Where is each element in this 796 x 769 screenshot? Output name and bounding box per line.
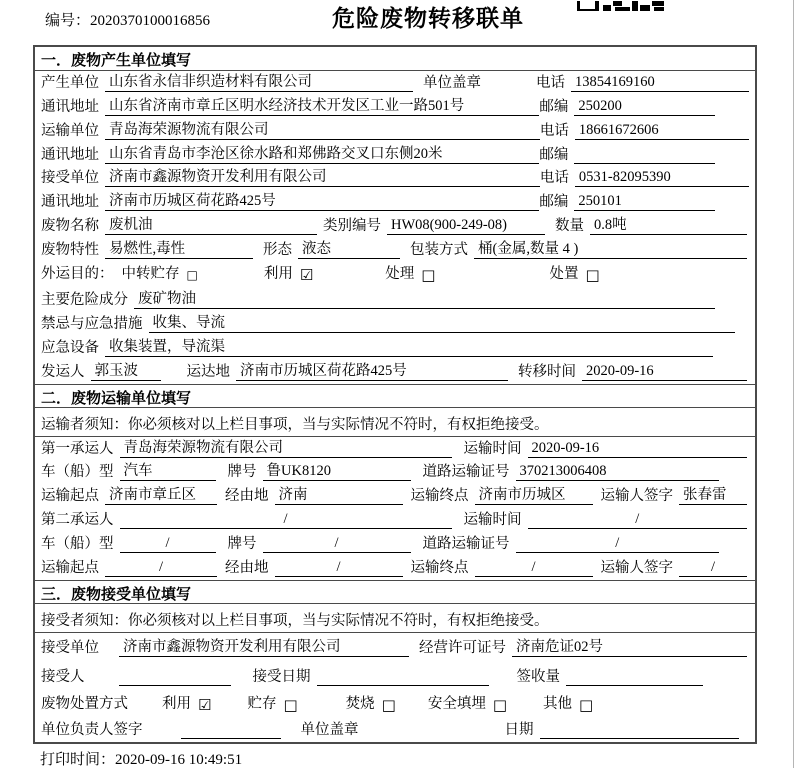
road-permit2-field: / bbox=[516, 535, 720, 553]
waste-name-field: 废机油 bbox=[105, 213, 317, 235]
disposal-option-incinerate bbox=[346, 692, 396, 713]
hazard-component-label: 主要危险成分 bbox=[41, 292, 128, 309]
form-row-receiver-unit bbox=[35, 167, 755, 191]
checkbox-unchecked-icon: □ bbox=[283, 696, 298, 715]
checkbox-label: 利用 bbox=[162, 696, 191, 713]
vehicle-type2-field: / bbox=[120, 535, 216, 553]
plate-number-label: 牌号 bbox=[227, 464, 257, 481]
transporter2-sign-label: 运输人签字 bbox=[600, 560, 673, 577]
checkbox-unchecked-icon: □ bbox=[579, 696, 594, 715]
accept-person-field bbox=[119, 668, 231, 686]
receiver-zip-label: 邮编 bbox=[539, 194, 569, 211]
road-permit-label: 道路运输证号 bbox=[422, 464, 510, 481]
producer-unit-field: 山东省永信非织造材料有限公司 bbox=[105, 70, 413, 92]
received-amount-field bbox=[566, 668, 703, 686]
form-row-consignor bbox=[35, 360, 755, 384]
checkbox-unchecked-icon: □ bbox=[381, 696, 396, 715]
checkbox-label: 贮存 bbox=[247, 696, 277, 713]
receiver-phone-field: 0531-82095390 bbox=[575, 169, 749, 187]
unit-seal2-label: 单位盖章 bbox=[300, 721, 359, 738]
form-row-route-2 bbox=[35, 556, 755, 580]
checkbox-unchecked-icon: □ bbox=[421, 266, 436, 285]
form-row-vehicle-type-2 bbox=[35, 532, 755, 556]
second-carrier-label: 第二承运人 bbox=[41, 512, 114, 529]
form-row-second-carrier bbox=[35, 508, 755, 532]
checkbox-label: 其他 bbox=[543, 696, 573, 713]
transport-address-label: 通讯地址 bbox=[41, 146, 99, 163]
receiver-unit-field: 济南市鑫源物资开发利用有限公司 bbox=[105, 165, 540, 187]
document-number-value: 2020370100016856 bbox=[90, 13, 211, 29]
receiver-unit-label: 接受单位 bbox=[41, 170, 99, 187]
form-row-producer-address bbox=[35, 95, 755, 119]
print-time-label: 打印时间： bbox=[40, 752, 116, 768]
second-carrier-field: / bbox=[120, 511, 452, 529]
form-row-waste-property bbox=[35, 238, 755, 262]
packing-method-label: 包装方式 bbox=[410, 242, 468, 259]
route2-end-field: / bbox=[475, 559, 593, 577]
plate-number2-field: / bbox=[263, 535, 411, 553]
route-origin-field: 济南市章丘区 bbox=[105, 483, 217, 505]
transporter-sign-field: 张春雷 bbox=[679, 483, 747, 505]
document-number-label: 编号： bbox=[45, 13, 91, 29]
route2-origin-label: 运输起点 bbox=[41, 560, 99, 577]
producer-phone-field: 13854169160 bbox=[571, 74, 749, 92]
disposal-option-storage bbox=[247, 692, 297, 713]
road-permit2-label: 道路运输证号 bbox=[422, 536, 510, 553]
checkbox-checked-icon: ☑ bbox=[299, 266, 314, 285]
transport-time2-label: 运输时间 bbox=[463, 512, 522, 529]
accept-date-field bbox=[317, 668, 489, 686]
print-time bbox=[40, 748, 242, 769]
transport-phone-label: 电话 bbox=[539, 122, 569, 139]
transport-phone-field: 18661672606 bbox=[575, 122, 749, 140]
receiver-zip-field: 250101 bbox=[574, 193, 715, 211]
section2-header: 二．废物运输单位填写 bbox=[35, 384, 755, 408]
hazardous-waste-transfer-form bbox=[33, 45, 757, 744]
form-state-label: 形态 bbox=[263, 242, 292, 259]
vehicle-type-label: 车（船）型 bbox=[41, 464, 114, 481]
accept-unit-label: 接受单位 bbox=[41, 640, 99, 657]
form-row-emergency-equipment bbox=[35, 336, 755, 360]
destination-field: 济南市历城区荷花路425号 bbox=[236, 359, 508, 381]
checkbox-checked-icon: ☑ bbox=[198, 696, 212, 715]
producer-zip-label: 邮编 bbox=[539, 98, 569, 115]
qr-code-fragment-icon bbox=[577, 0, 665, 11]
received-amount-label: 签收量 bbox=[516, 669, 560, 686]
outbound-purpose-label: 外运目的： bbox=[41, 266, 114, 283]
route2-end-label: 运输终点 bbox=[410, 560, 469, 577]
checkbox-unchecked-icon: □ bbox=[186, 268, 198, 283]
checkbox-label: 处理 bbox=[385, 266, 415, 283]
destination-label: 运达地 bbox=[186, 363, 230, 380]
responsible-sign-label: 单位负责人签字 bbox=[41, 721, 143, 738]
hazard-component-field: 废矿物油 bbox=[134, 287, 715, 309]
form-row-producer-unit bbox=[35, 71, 755, 95]
producer-zip-field: 250200 bbox=[574, 98, 715, 116]
disposal-option-landfill bbox=[428, 692, 507, 713]
category-code-field: HW08(900-249-08) bbox=[387, 217, 545, 235]
transfer-date-field: 2020-09-16 bbox=[582, 363, 747, 381]
quantity-field: 0.8吨 bbox=[590, 213, 747, 235]
form-row-accept-person bbox=[35, 662, 755, 692]
form-row-transport-address bbox=[35, 143, 755, 167]
transport-time-field: 2020-09-16 bbox=[528, 440, 748, 458]
emergency-measures-label: 禁忌与应急措施 bbox=[41, 315, 143, 332]
purpose-option-utilize bbox=[264, 262, 313, 283]
form-row-disposal-method bbox=[35, 692, 755, 718]
transport-unit-field: 青岛海荣源物流有限公司 bbox=[105, 118, 540, 140]
form-row-waste-name bbox=[35, 214, 755, 238]
checkbox-label: 安全填埋 bbox=[427, 696, 486, 713]
waste-name-label: 废物名称 bbox=[41, 218, 99, 235]
producer-address-field: 山东省济南市章丘区明水经济技术开发区工业一路501号 bbox=[105, 94, 539, 116]
quantity-label: 数量 bbox=[555, 218, 584, 235]
checkbox-label: 焚烧 bbox=[345, 696, 375, 713]
page-right-edge bbox=[793, 0, 794, 768]
checkbox-label: 利用 bbox=[263, 266, 293, 283]
vehicle-type2-label: 车（船）型 bbox=[41, 536, 114, 553]
purpose-option-transfer-storage bbox=[122, 262, 198, 283]
producer-phone-label: 电话 bbox=[536, 74, 565, 91]
vehicle-type-field: 汽车 bbox=[120, 459, 216, 481]
consignor-field: 郭玉波 bbox=[91, 359, 161, 381]
form-row-receiver-address bbox=[35, 190, 755, 214]
form-row-vehicle-type-1 bbox=[35, 461, 755, 485]
transporter-notice: 运输者须知：你必须核对以上栏目事项，当与实际情况不符时，有权拒绝接受。 bbox=[35, 408, 755, 437]
route-via-label: 经由地 bbox=[225, 488, 269, 505]
route2-via-field: / bbox=[275, 559, 403, 577]
checkbox-label: 处置 bbox=[549, 266, 579, 283]
form-state-field: 液态 bbox=[298, 237, 400, 259]
date-field bbox=[540, 721, 740, 739]
emergency-equipment-label: 应急设备 bbox=[41, 339, 99, 356]
route2-origin-field: / bbox=[105, 559, 217, 577]
plate-number-field: 鲁UK8120 bbox=[263, 459, 411, 481]
form-row-route-1 bbox=[35, 484, 755, 508]
unit-seal-label: 单位盖章 bbox=[423, 74, 481, 91]
license-number-label: 经营许可证号 bbox=[419, 640, 506, 657]
checkbox-label: 中转贮存 bbox=[121, 266, 180, 283]
checkbox-unchecked-icon: □ bbox=[585, 266, 600, 285]
document-number bbox=[45, 9, 210, 30]
transport-address-field: 山东省青岛市李沧区徐水路和郑佛路交叉口东侧20米 bbox=[105, 142, 539, 164]
section3-header: 三．废物接受单位填写 bbox=[35, 580, 755, 604]
accept-date-label: 接受日期 bbox=[252, 669, 311, 686]
producer-unit-label: 产生单位 bbox=[41, 74, 99, 91]
consignor-label: 发运人 bbox=[41, 363, 85, 380]
transporter-sign-label: 运输人签字 bbox=[600, 488, 673, 505]
route-via-field: 济南 bbox=[275, 483, 403, 505]
transport-time-label: 运输时间 bbox=[463, 440, 522, 457]
first-carrier-field: 青岛海荣源物流有限公司 bbox=[120, 436, 452, 458]
accept-unit-field: 济南市鑫源物资开发利用有限公司 bbox=[119, 635, 409, 657]
emergency-measures-field: 收集、导流 bbox=[149, 311, 736, 333]
purpose-option-dispose bbox=[549, 262, 599, 283]
page-title: 危险废物转移联单 bbox=[332, 5, 524, 31]
emergency-equipment-field: 收集装置，导流渠 bbox=[105, 335, 713, 357]
section1-header: 一．废物产生单位填写 bbox=[35, 47, 755, 71]
transport-time2-field: / bbox=[528, 511, 748, 529]
transport-zip-label: 邮编 bbox=[539, 146, 569, 163]
form-row-emergency-measures bbox=[35, 312, 755, 336]
transfer-date-label: 转移时间 bbox=[518, 363, 576, 380]
route2-via-label: 经由地 bbox=[225, 560, 269, 577]
disposal-option-utilize bbox=[162, 692, 211, 713]
disposal-method-label: 废物处置方式 bbox=[41, 696, 128, 713]
purpose-option-treat bbox=[385, 262, 435, 283]
waste-property-field: 易燃性,毒性 bbox=[105, 237, 253, 259]
category-code-label: 类别编号 bbox=[323, 218, 381, 235]
transport-unit-label: 运输单位 bbox=[41, 122, 99, 139]
form-row-accept-unit bbox=[35, 633, 755, 662]
route-origin-label: 运输起点 bbox=[41, 488, 99, 505]
print-time-value: 2020-09-16 10:49:51 bbox=[115, 752, 243, 768]
transporter2-sign-field: / bbox=[679, 559, 747, 577]
disposal-option-other bbox=[543, 692, 593, 713]
receiver-address-field: 济南市历城区荷花路425号 bbox=[105, 189, 539, 211]
date-label: 日期 bbox=[504, 721, 534, 738]
transport-zip-field bbox=[574, 146, 715, 164]
producer-address-label: 通讯地址 bbox=[41, 98, 99, 115]
packing-method-field: 桶(金属,数量 4 ) bbox=[474, 237, 747, 259]
document-header bbox=[0, 0, 796, 44]
form-row-hazard-component bbox=[35, 288, 755, 312]
form-row-transport-unit bbox=[35, 119, 755, 143]
accept-person-label: 接受人 bbox=[41, 669, 85, 686]
form-row-responsible-sign bbox=[35, 718, 755, 742]
form-row-first-carrier bbox=[35, 437, 755, 461]
receiver-notice: 接受者须知：你必须核对以上栏目事项，当与实际情况不符时，有权拒绝接受。 bbox=[35, 604, 755, 633]
receiver-address-label: 通讯地址 bbox=[41, 194, 99, 211]
route-end-label: 运输终点 bbox=[410, 488, 469, 505]
receiver-phone-label: 电话 bbox=[539, 170, 569, 187]
first-carrier-label: 第一承运人 bbox=[41, 440, 114, 457]
checkbox-unchecked-icon: □ bbox=[492, 696, 508, 715]
responsible-sign-field bbox=[181, 721, 281, 739]
form-row-outbound-purpose bbox=[35, 262, 755, 288]
plate-number2-label: 牌号 bbox=[227, 536, 257, 553]
road-permit-field: 370213006408 bbox=[516, 463, 720, 481]
license-number-field: 济南危证02号 bbox=[512, 635, 747, 657]
route-end-field: 济南市历城区 bbox=[475, 483, 593, 505]
waste-property-label: 废物特性 bbox=[41, 242, 99, 259]
